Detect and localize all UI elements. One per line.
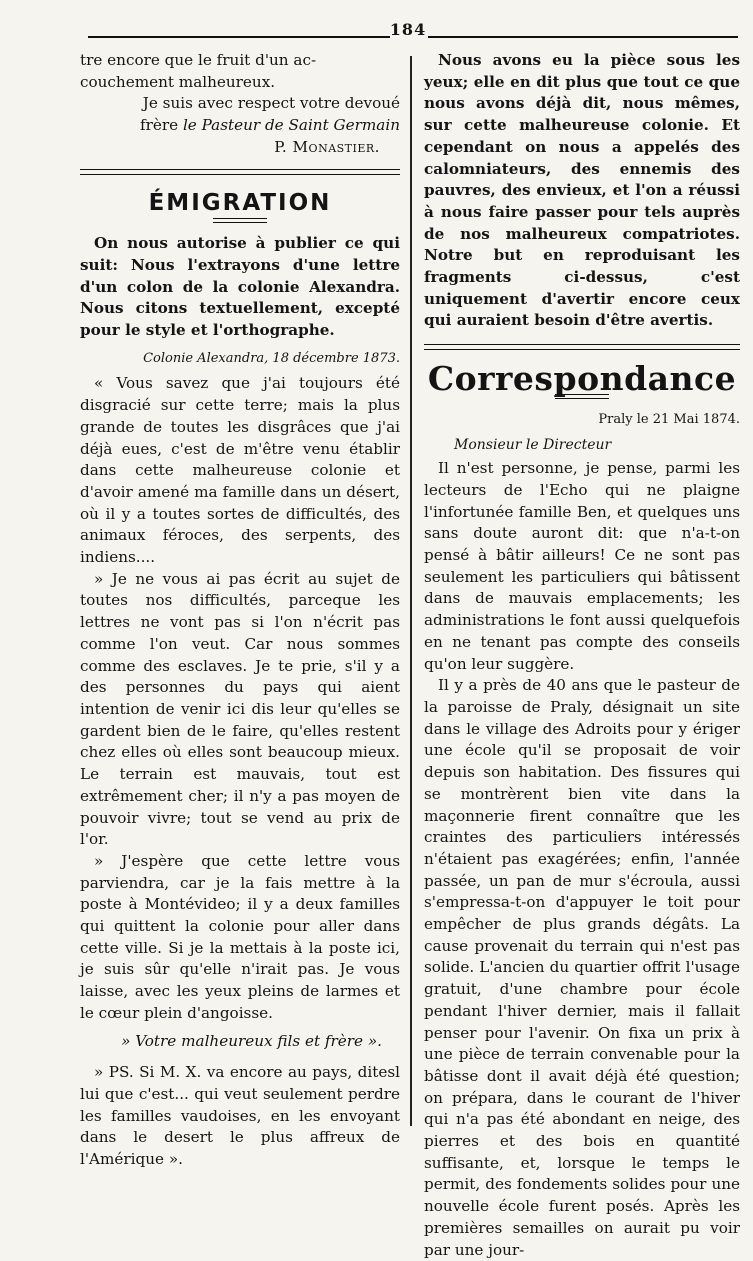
- correspondance-para-2: Il y a près de 40 ans que le pasteur de la paroisse de Praly, désignait un site dans le village des Adroits pour y ériger une école qu'il se proposait de voir depuis son habitation. Des fissures qui se montrèrent bien vite dans la maçonnerie firent connaître que les craintes des particuliers intéressés n'étaient pas exagérées; enfin, l'année passée, un pan de mur s'écroula, aussi s'empressa-t-on d'appuyer le toit pour empêcher de plus grands dégâts. La cause provenait du terrain qui n'est pas solide. L'ancien du quartier offrit l'usage gratuit, d'une chambre pour école pendant l'hiver dernier, mais il fallait penser pour l'avenir. On fixa un prix à une pièce de terrain convenable pour la bâtisse dont il avait déjà été question; on prépara, dans le courant de l'hiver qui n'a pas été abondant en neige, des pierres et des bois en quantité suffisante, et, lorsque le temps le permit, des fondements solides pour une nouvelle école furent posés. Après les premières semailles on aurait pu voir par une jour-: [424, 676, 740, 1259]
- closing-sig-italic: le Pasteur de Saint Germain: [182, 116, 400, 135]
- opening-line-2: couchement malheureux.: [80, 72, 276, 91]
- continuation-text: Nous avons eu la pièce sous les yeux; elle en dit plus que tout ce que nous avons déjà dit, nous mêmes, sur cette malheureuse colonie. Et cependant on nous a appelés des calomniateurs, des ennemis des pauvres, des envieux, et l'on a réussi à nous faire passer pour tels auprès de nos malheureux compatriotes. Notre but en reproduisant les fragments ci-dessus, c'est uniquement d'avertir encore ceux qui auraient besoin d'être avertis.: [424, 51, 740, 330]
- right-column: [424, 50, 740, 1261]
- left-column: [80, 50, 400, 1171]
- closing-line: Je suis avec respect votre devoué: [142, 94, 400, 113]
- author: P. Monastier.: [274, 137, 380, 156]
- header-rule-left: [88, 36, 390, 38]
- section-title-emigration: ÉMIGRATION: [148, 189, 332, 216]
- section-divider-right: [424, 344, 740, 350]
- correspondance-para-1: Il n'est personne, je pense, parmi les lecteurs de l'Echo qui ne plaigne l'infortunée famille Ben, et quelques uns sans doute auront dit: que n'a-t-on pensé à bâtir ailleurs! Ce ne sont pas seulement les particuliers qui bâtissent dans de mauvais emplacements; les administrations le font aussi quelquefois en ne tenant pas compte des conseils qu'on leur suggère.: [424, 459, 740, 673]
- emigration-para-1: « Vous savez que j'ai toujours été disgracié sur cette terre; mais la plus grande de toutes les disgrâces que j'ai déjà eues, c'est de m'être venu établir dans cette malheureuse colonie et d'avoir amené ma famille dans un désert, où il y a toutes sortes de difficultés, des animaux féroces, des serpents, des indiens....: [80, 374, 400, 567]
- opening-line-1: tre encore que le fruit d'un ac-: [80, 51, 317, 69]
- emigration-para-2: » Je ne vous ai pas écrit au sujet de toutes nos difficultés, parceque les lettres ne vont pas si l'on n'écrit pas comme l'on veut. Car nous sommes comme des esclaves. Je te prie, s'il y a des personnes du pays qui aient intention de venir ici dis leur qu'elles se gardent bien de le faire, qu'elles restent chez elles où elles sont beaucoup mieux. Le terrain est mauvais, tout est extrêmement cher; il n'y a pas moyen de pouvoir vivre; tout se vend au prix de l'or.: [80, 569, 400, 849]
- title-underline: [213, 218, 267, 223]
- closing-sig-prefix: frère: [139, 116, 183, 135]
- emigration-ps: » PS. Si M. X. va encore au pays, ditesl lui que c'est... qui veut seulement perdre les familles vaudoises, en les envoyant dans le desert le plus affreux de l'Amérique ».: [80, 1063, 400, 1169]
- correspondance-salutation: Monsieur le Directeur: [454, 436, 612, 453]
- section-divider: [80, 169, 400, 175]
- column-divider: [410, 56, 412, 1126]
- header-rule-right: [428, 36, 738, 38]
- emigration-para-3: » J'espère que cette lettre vous parviendra, car je la fais mettre à la poste à Montévideo; il y a deux familles qui quittent la colonie pour aller dans cette ville. Si je la mettais à la poste ici, je suis sûr qu'elle n'irait pas. Je vous laisse, avec les yeux pleins de larmes et le cœur plein d'angoisse.: [80, 851, 400, 1022]
- page-number: 184: [389, 20, 427, 39]
- emigration-intro: On nous autorise à publier ce qui suit: Nous l'extrayons d'une lettre d'un colon de la colonie Alexandra. Nous citons textuellement, excepté pour le style et l'orthographe.: [80, 234, 400, 340]
- emigration-dateline: Colonie Alexandra, 18 décembre 1873.: [143, 350, 400, 366]
- correspondance-dateline: Praly le 21 Mai 1874.: [598, 411, 740, 427]
- emigration-signature: » Votre malheureux fils et frère ».: [121, 1031, 382, 1050]
- closing-signature: [80, 115, 400, 137]
- section-title-correspondance: Correspondance: [427, 359, 737, 399]
